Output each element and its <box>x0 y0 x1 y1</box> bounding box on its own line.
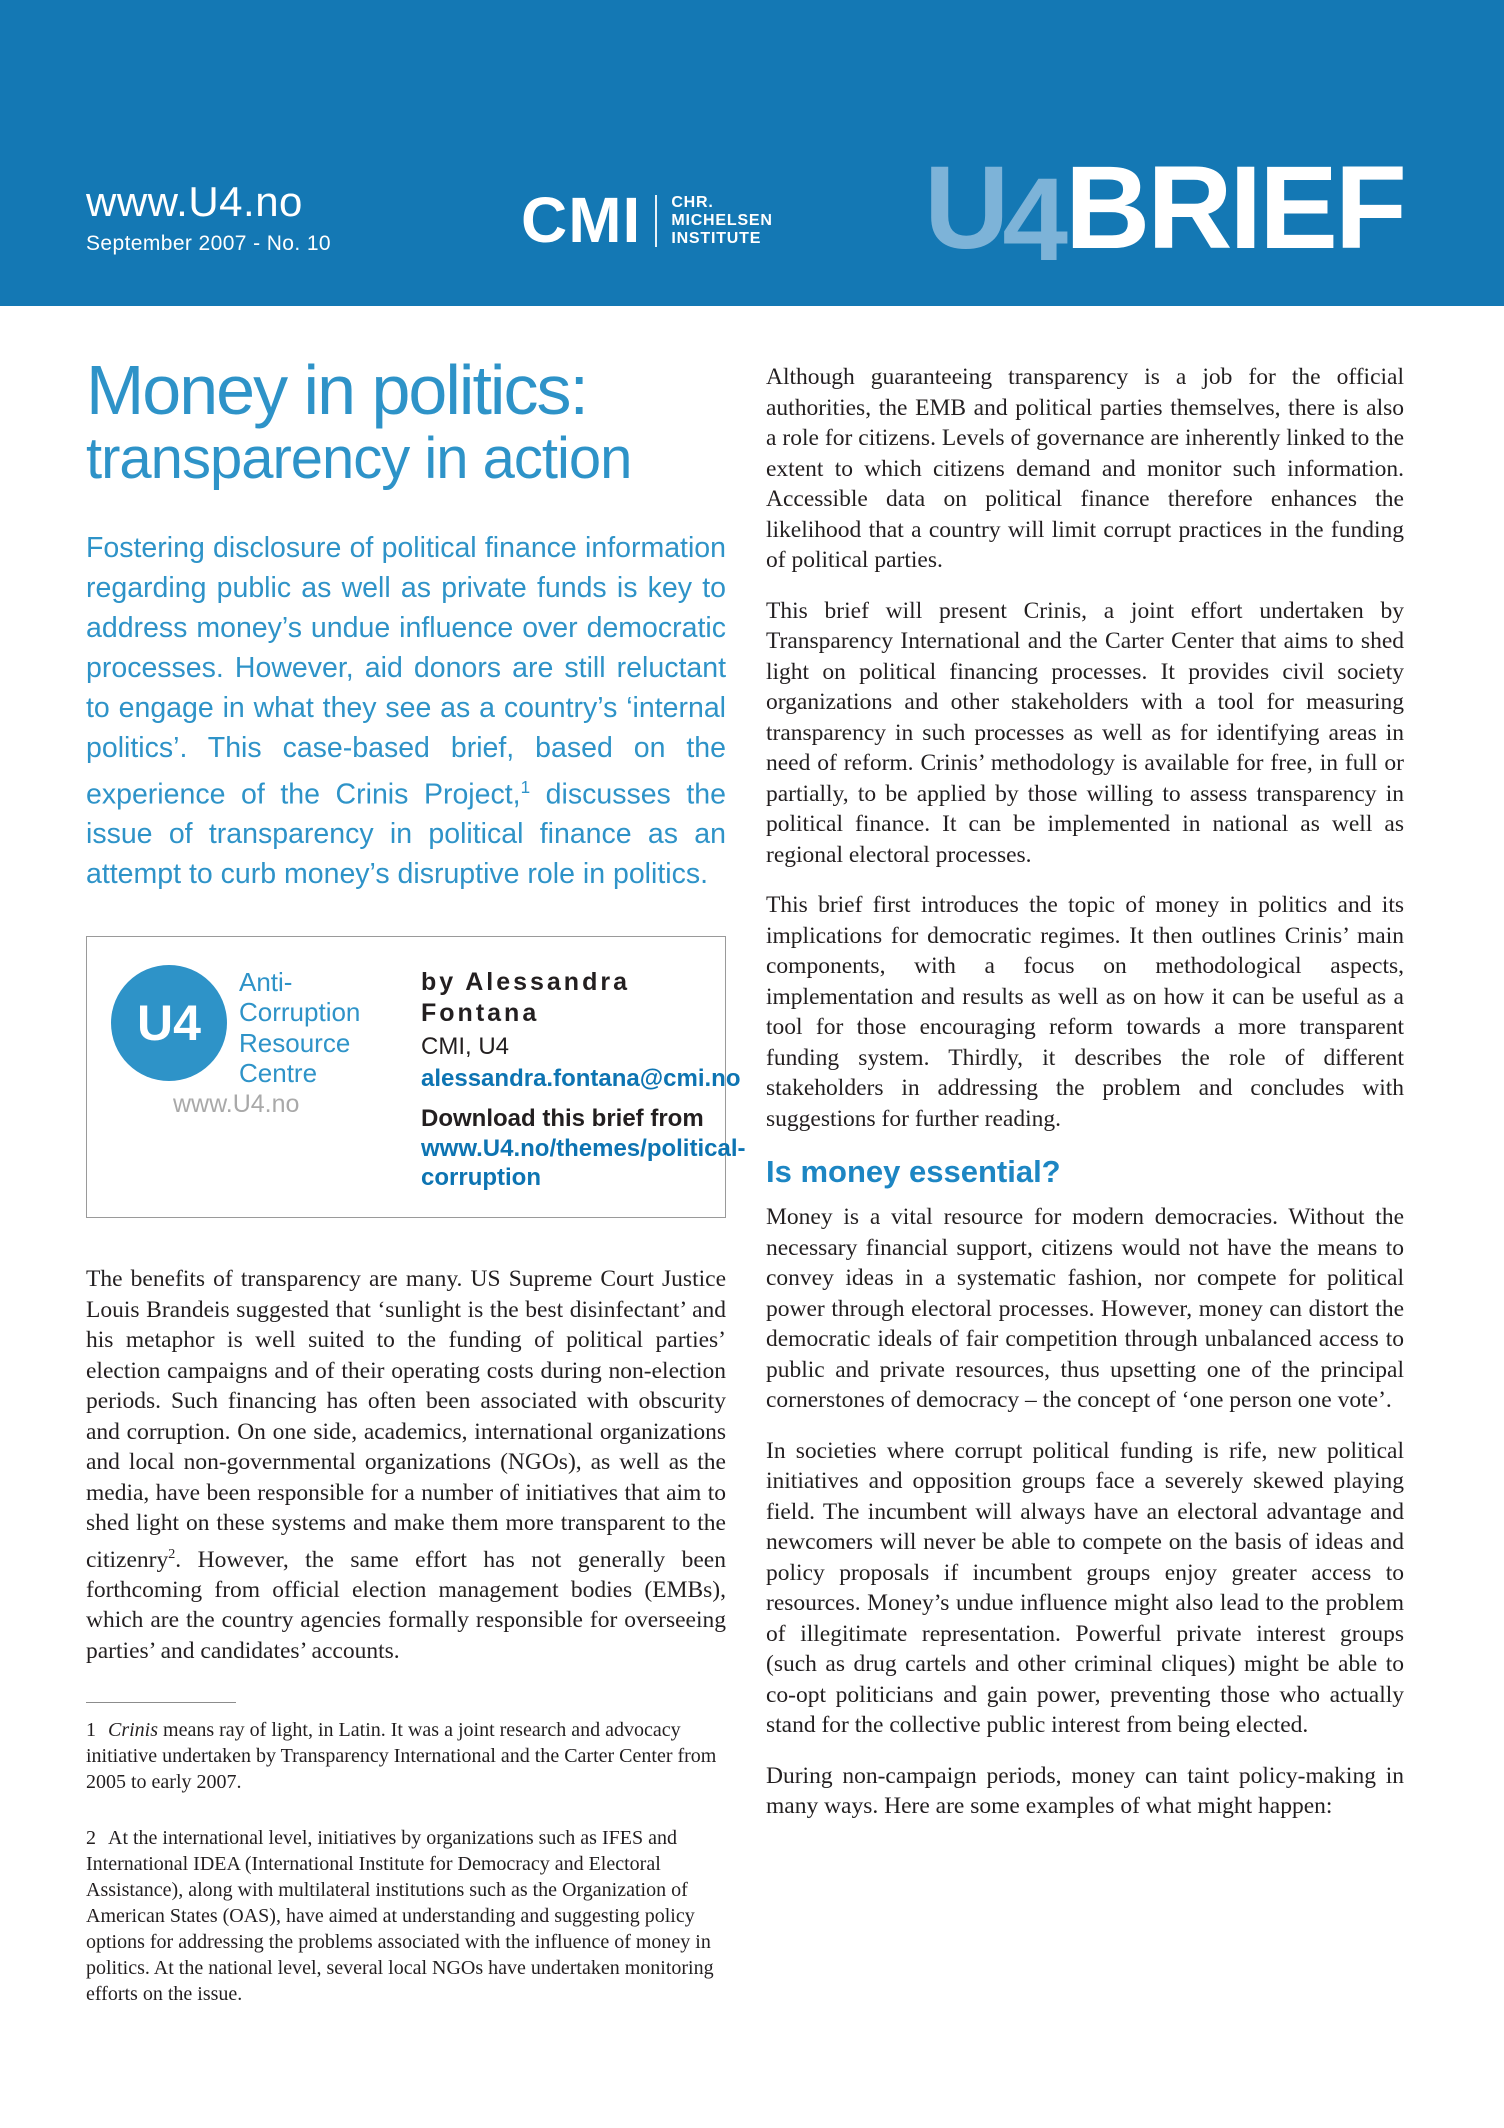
footnote-text: means ray of light, in Latin. It was a joint research and advocacy initiative undertaken by Transparency International and the Carter Center from 2005 to early 2007. <box>86 1719 717 1794</box>
author-block <box>421 965 746 1193</box>
paragraph: This brief will present Crinis, a joint effort undertaken by Transparency International and the Carter Center that aims to shed light on political financing processes. It provides civil society organizations and other stakeholders with a tool for measuring transparency in such processes as well as for identifying areas in need of reform. Crinis’ methodology is available for free, in full or partially, to be applied by those willing to assess transparency in political finance. It can be implemented in national as well as regional electoral processes. <box>766 597 1404 868</box>
download-link[interactable]: www.U4.no/themes/political- corruption <box>421 1134 746 1192</box>
footnote-marker: 2 <box>86 1827 96 1850</box>
download-label: Download this brief from <box>421 1104 704 1132</box>
body-text: . However, the same effort has not generally been forthcoming from official election management bodies (EMBs), which are the country agencies formally responsible for overseeing parties’ and candidates’ accounts. <box>86 1546 726 1664</box>
byline: by Alessandra Fontana <box>421 968 630 1028</box>
title-line-2: transparency in action <box>86 425 632 491</box>
paragraph: This brief first introduces the topic of money in politics and its implications for democratic regimes. It then outlines Crinis’ main components, with a focus on methodological aspects, implementation and results as well as on how it can be useful as a tool for those encouraging reform towards a more transparent funding system. Thirdly, it describes the role of different stakeholders in addressing the problem and concludes with suggestions for further reading. <box>766 892 1404 1132</box>
u4-logo <box>111 965 227 1081</box>
org-name-line: Centre <box>239 1057 318 1088</box>
u4-url-link[interactable]: www.U4.no <box>173 1089 300 1118</box>
body-text: The benefits of transparency are many. US Supreme Court Justice Louis Brandeis suggested that ‘sunlight is the best disinfectant’ and his metaphor is well suited to the funding of political parties’ election campaigns and of their operating costs during non-election periods. Such financing has often been associated with obscurity and corruption. On one side, academics, international organizations and local non-governmental organizations (NGOs), as well as the media, have been responsible for a number of initiatives that aim to shed light on these systems and make them more transparent to the citizenry <box>86 1266 726 1573</box>
author-infobox <box>86 936 746 1218</box>
author-email-link[interactable]: alessandra.fontana@cmi.no <box>421 1065 741 1092</box>
footnote-divider <box>86 1702 236 1703</box>
lead-text: discusses the issue of transparency in political finance as an attempt to curb money’s disruptive role in politics. <box>86 778 726 891</box>
cmi-logo <box>521 184 773 257</box>
footnote-italic-term: Crinis <box>108 1719 159 1742</box>
footnote-marker: 1 <box>86 1719 96 1742</box>
paragraph: Although guaranteeing transparency is a job for the official authorities, the EMB and political parties themselves, there is also a role for citizens. Levels of governance are inherently linked to the extent to which citizens demand and monitor such information. Accessible data on political finance therefore enhances the likelihood that a country will limit corrupt practices in the funding of political parties. <box>766 364 1404 573</box>
org-name-line: Resource <box>239 1027 351 1058</box>
issue-date: September 2007 - No. 10 <box>86 232 332 255</box>
masthead-meta <box>86 178 332 255</box>
cmi-abbr: CMI <box>521 184 642 257</box>
u4-logo-text: U4 <box>137 995 201 1052</box>
right-column <box>766 354 1404 2007</box>
org-name-line: Corruption <box>239 997 361 1028</box>
u4brief-logo-brief: BRIEF <box>1065 141 1404 274</box>
site-url-link[interactable]: www.U4.no <box>86 178 303 225</box>
lead-text: Fostering disclosure of political finance information regarding public as well as private funds is key to address money’s undue influence over democratic processes. However, aid donors are still reluctant to engage in what they see as a country’s ‘internal politics’. This case-based brief, based on the experience of the Crinis Project, <box>86 531 726 811</box>
footnote-1 <box>86 1717 726 1795</box>
footnote-text: At the international level, initiatives by organizations such as IFES and International IDEA (International Institute for Democracy and Electoral Assistance), along with multilateral institutions such as the Organization of American States (OAS), have aimed at understanding and suggesting policy options for addressing the problems associated with the influence of money in politics. At the national level, several local NGOs have undertaken monitoring efforts on the issue. <box>86 1827 714 2006</box>
page-title <box>86 351 726 492</box>
masthead <box>0 0 1504 306</box>
u4brief-logo-u: U <box>924 141 1007 274</box>
left-column <box>86 351 746 2007</box>
affiliation: CMI, U4 <box>421 1033 510 1061</box>
footnote-ref-1: 1 <box>520 777 531 797</box>
cmi-line: CHR. <box>671 193 714 211</box>
section-heading-is-money-essential: Is money essential? <box>766 1154 1061 1189</box>
paragraph: During non-campaign periods, money can taint policy-making in many ways. Here are some examples of what might happen: <box>766 1762 1404 1819</box>
paragraph: In societies where corrupt political funding is rife, new political initiatives and opposition groups face a severely skewed playing field. The incumbent will always have an electoral advantage and newcomers will never be able to compete on the basis of ideas and policy proposals if incumbent groups enjoy greater access to resources. Money’s undue influence might also lead to the problem of illegitimate representation. Powerful private interest groups (such as drug cartels and other criminal cliques) might be able to co-opt politicians and gain power, preventing those who actually stand for the collective public interest from being elected. <box>766 1437 1404 1738</box>
footnote-2 <box>86 1825 726 2007</box>
org-name-line: Anti- <box>239 967 293 998</box>
u4brief-logo <box>924 141 1404 286</box>
org-name <box>239 965 360 1088</box>
cmi-line: MICHELSEN <box>671 212 773 229</box>
cmi-line: INSTITUTE <box>671 230 762 248</box>
footnote-ref-2: 2 <box>168 1545 176 1562</box>
cmi-institute-name <box>671 194 772 249</box>
cmi-divider <box>655 195 657 247</box>
lead-paragraph <box>86 528 726 895</box>
left-body-paragraph <box>86 1264 726 1666</box>
u4-centre-block <box>111 965 391 1119</box>
title-line-1: Money in politics: <box>86 351 587 429</box>
u4brief-logo-4: 4 <box>1002 153 1065 286</box>
content <box>0 306 1504 2007</box>
paragraph: Money is a vital resource for modern democracies. Without the necessary financial support, citizens would not have the means to convey ideas in a systematic fashion, nor compete for political power through electoral processes. However, money can distort the democratic ideals of fair competition through unbalanced access to public and private resources, thus upsetting one of the principal cornerstones of democracy – the concept of ‘one person one vote’. <box>766 1204 1404 1413</box>
